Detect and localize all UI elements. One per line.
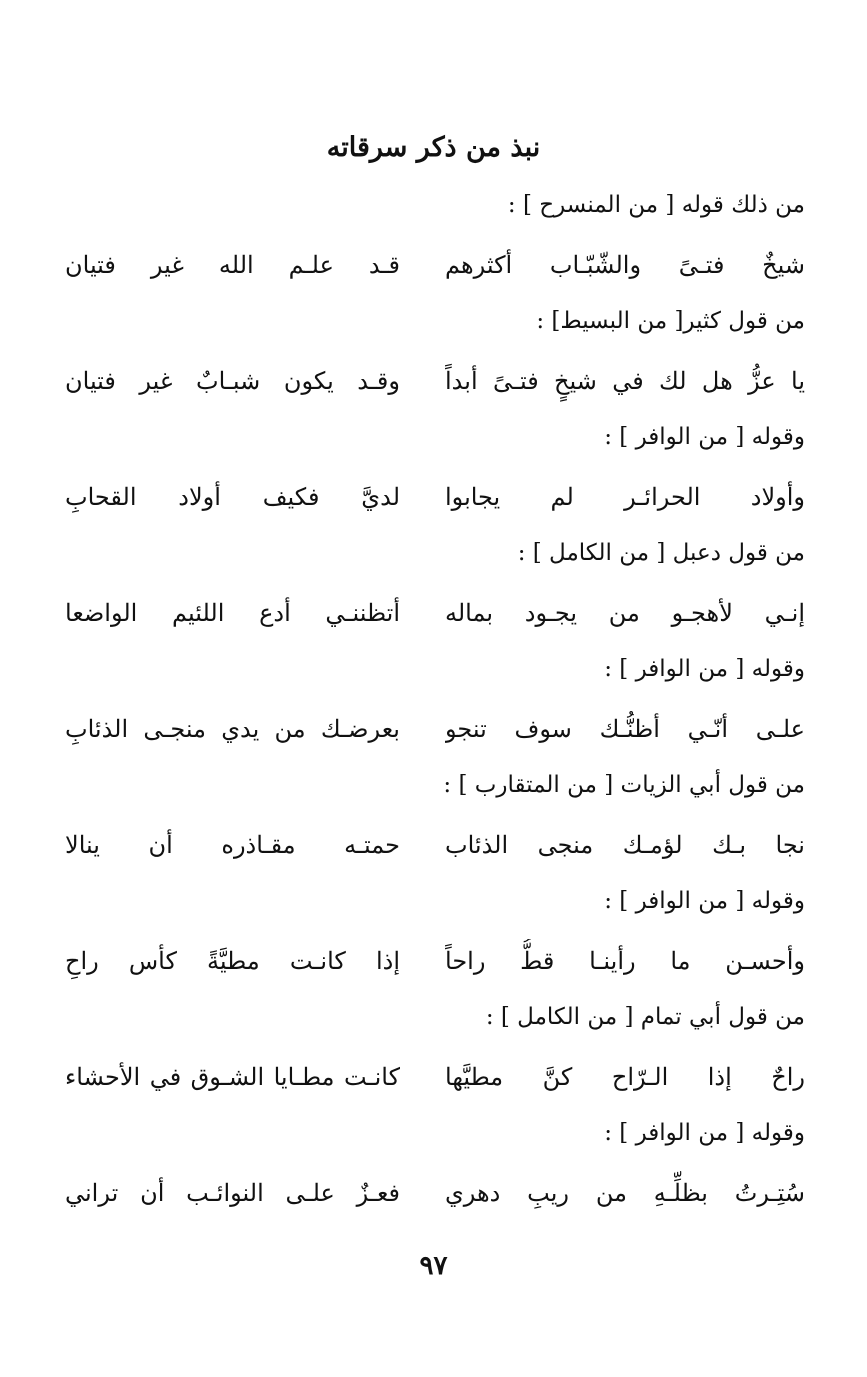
- second-hemistich: قـد علـم الله غير فتيان: [65, 251, 400, 279]
- second-hemistich: لديَّ فكيف أولاد القحابِ: [65, 483, 400, 511]
- verse-line: [65, 1171, 805, 1229]
- second-hemistich: وقـد يكون شبـابٌ غير فتيان: [65, 367, 400, 395]
- second-hemistich: أتظننـي أدع اللئيم الواضعا: [65, 599, 400, 627]
- first-hemistich: علـى أنّـي أظنُّـك سوف تنجو: [445, 715, 805, 743]
- second-hemistich: بعرضـك من يدي منجـى الذئابِ: [65, 715, 400, 743]
- verse-intro: وقوله [ من الوافر ] :: [604, 1120, 805, 1146]
- second-hemistich: حمتـه مقـاذره أن ينالا: [65, 831, 400, 859]
- page-number: ٩٧: [419, 1251, 448, 1281]
- first-hemistich: إنـي لأهجـو من يجـود بماله: [445, 599, 805, 627]
- verse-line: [65, 359, 805, 417]
- first-hemistich: وأولاد الحرائـر لم يجابوا: [445, 483, 805, 511]
- second-hemistich: كانـت مطـايا الشـوق في الأحشاء: [65, 1063, 400, 1091]
- page-title: نبذ من ذكر سرقاته: [326, 132, 541, 163]
- first-hemistich: نجا بـك لؤمـك منجى الذئاب: [445, 831, 805, 859]
- first-hemistich: سُتِـرتُ بظلِّـهِ من ريبِ دهري: [445, 1179, 805, 1207]
- first-hemistich: راحٌ إذا الـرّاح كنَّ مطيَّها: [445, 1063, 805, 1091]
- verse-intro: من قول أبي تمام [ من الكامل ] :: [485, 1004, 805, 1030]
- first-hemistich: وأحسـن ما رأينـا قطُّ راحاً: [445, 947, 805, 975]
- verse-intro: من ذلك قوله [ من المنسرح ] :: [507, 192, 805, 218]
- verse-intro: من قول كثير[ من البسيط] :: [536, 308, 805, 334]
- verse-line: [65, 939, 805, 997]
- verse-line: [65, 1055, 805, 1113]
- verse-intro: وقوله [ من الوافر ] :: [604, 424, 805, 450]
- verse-line: [65, 591, 805, 649]
- poetry-body: [65, 185, 805, 1229]
- verse-intro: وقوله [ من الوافر ] :: [604, 656, 805, 682]
- second-hemistich: فعـزٌ علـى النوائـب أن تراني: [65, 1179, 400, 1207]
- second-hemistich: إذا كانـت مطيَّةً كأس راحِ: [65, 947, 400, 975]
- first-hemistich: شيخٌ فتـىً والشّبّـاب أكثرهم: [445, 251, 805, 279]
- verse-intro: من قول أبي الزيات [ من المتقارب ] :: [443, 772, 805, 798]
- verse-line: [65, 707, 805, 765]
- verse-intro: من قول دعبل [ من الكامل ] :: [517, 540, 805, 566]
- verse-line: [65, 823, 805, 881]
- verse-line: [65, 475, 805, 533]
- first-hemistich: يا عزُّ هل لك في شيخٍ فتـىً أبداً: [445, 367, 805, 395]
- verse-intro: وقوله [ من الوافر ] :: [604, 888, 805, 914]
- verse-line: [65, 243, 805, 301]
